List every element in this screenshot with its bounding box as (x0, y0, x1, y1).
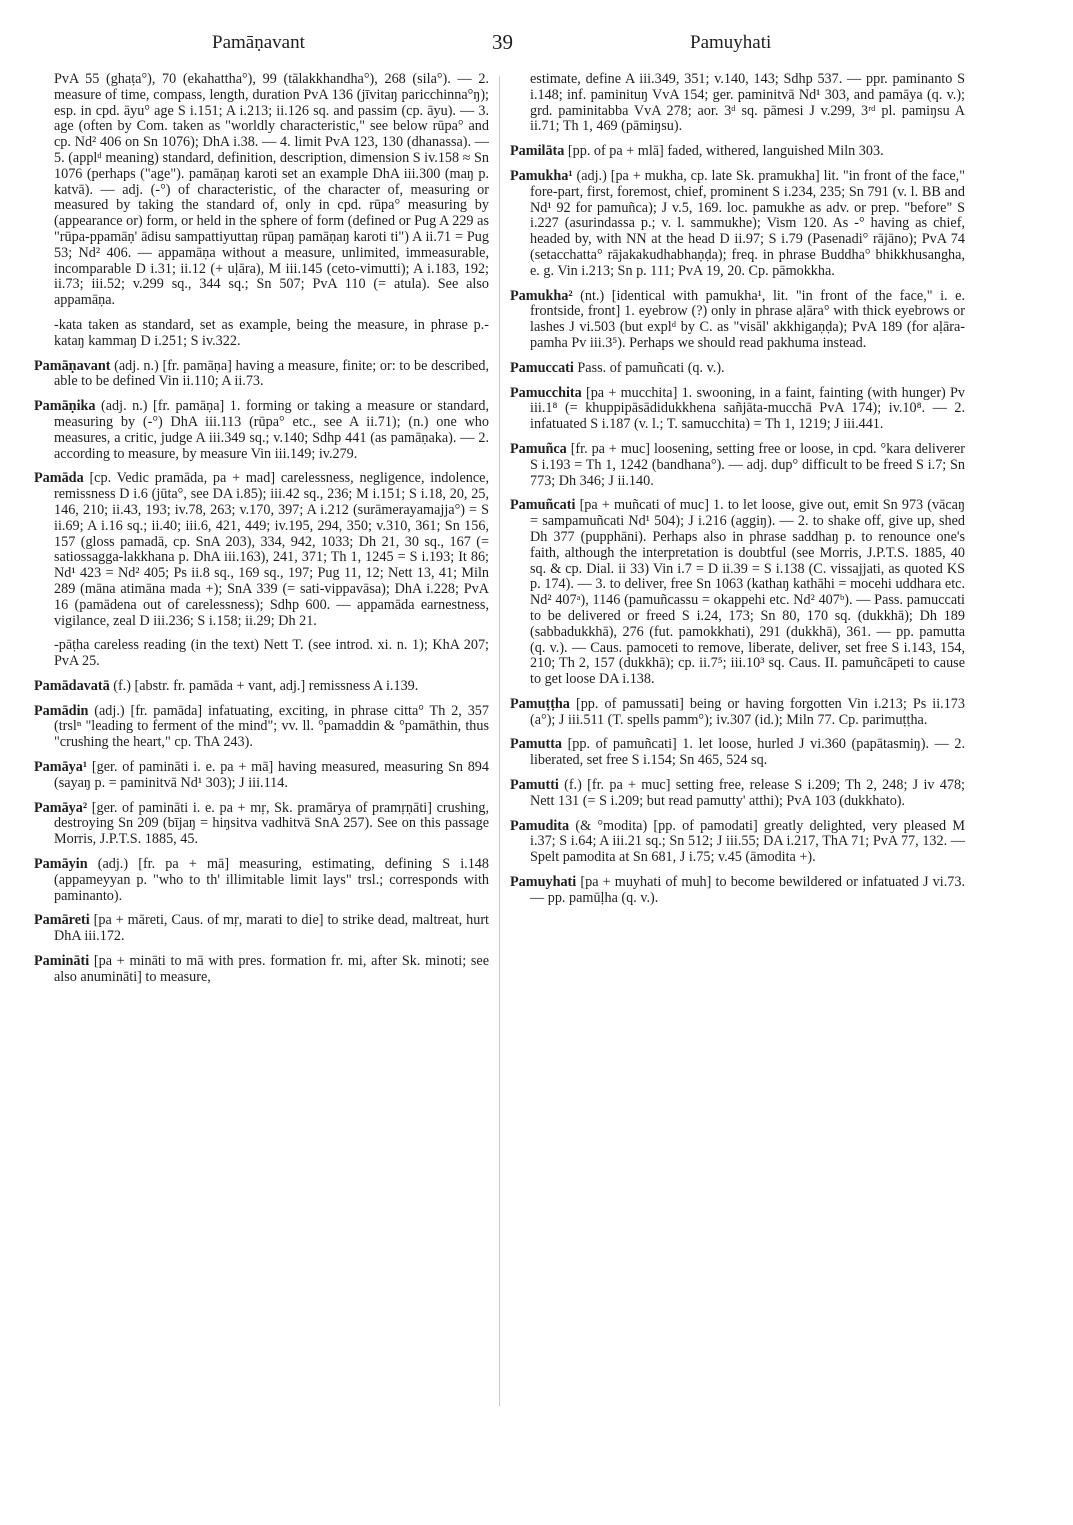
definition-text: (adj. n.) [fr. pamāṇa] 1. forming or taking a measure or standard, measuring by (-°) DhA iii.113 (rūpa° etc., see A ii.71); (n.) one who measures, a critic, judge A iii.349 sq.; v.140; Sdhp 441 (as pamāṇaka). — 2. according to measure, by measure Vin iii.149; iv.279. (54, 398, 489, 462)
headword: Pamukha² (510, 287, 573, 304)
dictionary-entry (510, 442, 965, 489)
dictionary-entry (34, 679, 489, 695)
definition-text: [pp. of pamuñcati] 1. let loose, hurled J vi.360 (papātasmiŋ). — 2. liberated, set free S i.154; Sn 465, 524 sq. (530, 736, 965, 769)
dictionary-entry (510, 875, 965, 907)
headword: Pamādavatā (34, 677, 110, 694)
headword: Pamutta (510, 736, 563, 753)
headword: Pamukha¹ (510, 167, 573, 184)
dictionary-entry (510, 697, 965, 729)
dictionary-entry (510, 289, 965, 352)
headword: Pamināti (34, 953, 90, 970)
headword: Pamuccati (510, 359, 574, 376)
definition-text: [pa + muyhati of muh] to become bewildered or infatuated J vi.73. — pp. pamūḷha (q. v.). (530, 874, 965, 906)
left-column (34, 72, 489, 995)
headword: Pamāda (34, 470, 84, 487)
dictionary-entry (510, 778, 965, 810)
header-left-guideword: Pamāṇavant (212, 32, 305, 53)
dictionary-entry (34, 857, 489, 904)
dictionary-entry (34, 399, 489, 462)
dictionary-entry (510, 737, 965, 769)
definition-text: PvA 55 (ghaṭa°), 70 (ekahattha°), 99 (tālakkhandha°), 268 (sila°). — 2. measure of time, compass, length, duration PvA 136 (jīvitaŋ paricchinna°ŋ); esp. in cpd. āyu° age S i.151; A i.213; ii.126 sq. and passim (cp. āyu). — 3. age (often by Com. taken as "worldly characteristic," see below rūpa° and cp. Nd² 406 on Sn 1076); DhA i.38. — 4. limit PvA 123, 130 (dhanassa). — 5. (applᵈ meaning) standard, definition, description, dimension S iv.158 ≈ Sn 1076 (perhaps ("age"). pamāṇaŋ karoti set an example DhA iii.300 (maŋ p. katvā). — adj. (-°) of characteristic, of the character of, measuring or measured by taking the standard of, only in cpd. rūpa° measuring by (appearance or) form, or held in the sphere of form (defined or Pug A 229 as "rūpa-ppamāṇ' ādisu sampattiyuttaŋ rūpaŋ pamāṇaŋ karoti ti") A ii.71 = Pug 53; Nd² 406. — appamāṇa without a measure, unlimited, immeasurable, incomparable D i.31; ii.12 (+ uḷāra), M iii.145 (ceto-vimutti); A i.183, 192; ii.73; iii.52; v.299 sq., 344 sq.; Sn 507; PvA 110 (= atula). See also appamāṇa. (54, 71, 489, 309)
definition-text: [pp. of pamussati] being or having forgotten Vin i.213; Ps ii.173 (a°); J iii.511 (T. spells pamm°); iv.307 (id.); Miln 77. Cp. parimuṭṭha. (530, 695, 965, 728)
right-column (510, 72, 965, 916)
headword: Pamāya¹ (34, 759, 88, 776)
page-number: 39 (492, 30, 513, 54)
definition-text: -kata taken as standard, set as example, being the measure, in phrase p.-kataŋ kammaŋ D i.251; S iv.322. (54, 316, 489, 349)
dictionary-entry (510, 386, 965, 433)
definition-text: (adj.) [fr. pa + mā] measuring, estimating, defining S i.148 (appameyyan p. "who to th' illimitable limit lays" trsl.; corresponds with paminanto). (54, 856, 489, 904)
header-right-guideword: Pamuyhati (690, 32, 772, 53)
headword: Pamuṭṭha (510, 695, 570, 712)
headword: Pamāṇika (34, 398, 96, 415)
definition-text: (adj.) [fr. pamāda] infatuating, exciting, in phrase citta° Th 2, 357 (trslⁿ "leading to ferment of the mind"; vv. ll. °pamaddin & °pamāthin, thus "crushing the heart," cp. ThA 243). (54, 702, 489, 751)
definition-text: [pa + mināti to mā with pres. formation fr. mi, after Sk. minoti; see also anumināti] to measure, (54, 953, 489, 985)
definition-text: [pa + mucchita] 1. swooning, in a faint, fainting (with hunger) Pv iii.1⁸ (= khuppipāsādidukkhena sañjāta-mucchā PvA 174); iv.10⁸. — 2. infatuated S i.187 (v. l.; T. samucchita) = Th 1, 1219; J iii.441. (530, 384, 965, 433)
headword: Pamāreti (34, 912, 90, 929)
headword: Pamuyhati (510, 874, 577, 891)
definition-text: Pass. of pamuñcati (q. v.). (573, 359, 725, 376)
dictionary-entry (510, 144, 965, 160)
dictionary-entry (34, 954, 489, 986)
headword: Pamudita (510, 817, 570, 834)
entry-continuation (34, 638, 489, 670)
headword: Pamutti (510, 777, 559, 794)
definition-text: [ger. of pamināti i. e. pa + mā] having measured, measuring Sn 894 (sayaŋ p. = paminitvā Nd¹ 303); J iii.114. (54, 759, 489, 791)
headword: Pamādin (34, 702, 89, 719)
definition-text: (& °modita) [pp. of pamodati] greatly delighted, very pleased M i.37; S i.64; A iii.21 sq.; Sn 512; J iii.55; DA i.217, ThA 71; PvA 77, 132. — Spelt pamodita at Sn 681, J i.75; v.45 (āmodita +). (530, 817, 965, 866)
dictionary-entry (510, 361, 965, 377)
definition-text: [ger. of pamināti i. e. pa + mṛ, Sk. pramārya of pramṛṇāti] crushing, destroying Sn 209 (bījaŋ = hiŋsitva vadhitvā SnA 257). See on this passage Morris, J.P.T.S. 1885, 45. (54, 799, 489, 848)
dictionary-entry (34, 471, 489, 629)
dictionary-entry (34, 801, 489, 848)
entry-continuation (34, 72, 489, 309)
dictionary-entry (510, 498, 965, 688)
entry-continuation (510, 72, 965, 135)
definition-text: (f.) [abstr. fr. pamāda + vant, adj.] remissness A i.139. (109, 677, 419, 694)
headword: Pamilāta (510, 143, 565, 160)
headword: Pamāyin (34, 856, 88, 873)
dictionary-entry (510, 169, 965, 280)
dictionary-entry (34, 760, 489, 792)
definition-text: (f.) [fr. pa + muc] setting free, release S i.209; Th 2, 248; J iv 478; Nett 131 (= S i.209; but read pamutty' atthi); PvA 103 (dukkhato). (530, 777, 965, 809)
definition-text: [pa + māreti, Caus. of mṛ, marati to die] to strike dead, maltreat, hurt DhA iii.172. (54, 912, 489, 945)
dictionary-entry (34, 704, 489, 751)
dictionary-entry (510, 819, 965, 866)
definition-text: [cp. Vedic pramāda, pa + mad] carelessness, negligence, indolence, remissness D i.6 (jūta°, see DA i.85); iii.42 sq., 236; M i.151; S i.18, 20, 25, 146, 210; ii.43, 193; iv.78, 263; v.170, 397; A i.212 (surāmerayamajja°) = S ii.69; A i.16 sq.; ii.40; iii.6, 421, 449; iv.195, 294, 350; v.310, 361; Sn 156, 157 (gloss pamadā, cp. SnA 203), 334, 942, 1033; Dh 21, 30 sq., 167 (= satiossagga-lakkhana p. DhA iii.163), 241, 371; Th 1, 1245 = S i.193; It 86; Nd¹ 423 = Nd² 405; Ps ii.8 sq., 169 sq., 197; Pug 11, 12; Nett 13, 41; Miln 289 (māna atimāna mada +); SnA 339 (= sati-vippavāsa); DhA i.228; PvA 16 (pamādena out of carelessness); Sdhp 600. — appamāda earnestness, vigilance, zeal D iii.236; S i.158; ii.29; Dh 21. (54, 470, 489, 629)
definition-text: estimate, define A iii.349, 351; v.140, 143; Sdhp 537. — ppr. paminanto S i.148; inf. paminituŋ VvA 154; ger. paminitvā Nd¹ 303, and pamāya (q. v.); grd. paminitabba VvA 278; aor. 3ᵈ sq. pāmesi J v.299, 3ʳᵈ pl. pamiŋsu A ii.71; Th 1, 469 (pāmiŋsu). (530, 71, 965, 135)
definition-text: -pāṭha careless reading (in the text) Nett T. (see introd. xi. n. 1); KhA 207; PvA 25. (54, 637, 489, 670)
headword: Pamucchita (510, 384, 582, 401)
definition-text: [pp. of pa + mlā] faded, withered, languished Miln 303. (564, 143, 884, 160)
definition-text: [fr. pa + muc] loosening, setting free or loose, in cpd. °kara deliverer S i.193 = Th 1, 1242 (bandhana°). — adj. dup° difficult to be freed S i.7; Sn 773; Dh 346; J ii.140. (530, 440, 965, 489)
headword: Pamāṇavant (34, 357, 111, 374)
definition-text: (adj.) [pa + mukha, cp. late Sk. pramukha] lit. "in front of the face," fore-part, first, foremost, chief, prominent S i.234, 235; Sn 791 (v. l. BB and Nd¹ 92 for pamuñca); J v.5, 169. loc. pamukhe as adv. or prep. "before" S i.227 (asurindassa p.; v. l. sammukhe); Vism 120. As -° having as chief, headed by, with NN at the head D ii.97; S i.79 (Pasenadi° rājāno); PvA 74 (setacchatta° rājakakudhabhaṇḍa); freq. in phrase Buddha° bhikkhusangha, e. g. Vin i.213; Sn p. 111; PvA 19, 20. Cp. pāmokkha. (530, 167, 965, 279)
page-header (0, 26, 1073, 60)
headword: Pamuñca (510, 440, 567, 457)
definition-text: [pa + muñcati of muc] 1. to let loose, give out, emit Sn 973 (vācaŋ = sampamuñcati Nd¹ 504); J i.216 (aggiŋ). — 2. to shake off, give up, shed Dh 377 (pupphāni). Perhaps also in phrase saddhaŋ p. to renounce one's faith, although the interpretation is doubtful (see Morris, J.P.T.S. 1885, 40 sq. & cp. Dial. ii 33) Vin i.7 = D ii.39 = S i.138 (C. vissajjati, as quoted KS p. 174). — 3. to deliver, free Sn 1063 (kathaŋ kathāhi = mocehi uddhara etc. Nd² 407ᵃ), 1146 (pamuñcassu = okappehi etc. Nd² 407ᵇ). — Pass. pamuccati to be delivered or freed S i.24, 173; Sn 80, 170 sq. (dukkhā); Dh 189 (sabbadukkhā), 276 (fut. pamokkhati), 291 (dukkhā), 361. — pp. pamutta (q. v.). — Caus. pamoceti to remove, liberate, deliver, set free S i.143, 154, 210; Th 2, 157 (dukkhā); cp. ii.7⁵; iii.10³ sq. Caus. II. pamuñcāpeti to cause to get loose DA i.138. (530, 497, 965, 688)
headword: Pamāya² (34, 799, 88, 816)
definition-text: (adj. n.) [fr. pamāṇa] having a measure, finite; or: to be described, able to be defined Vin ii.110; A ii.73. (54, 357, 489, 390)
headword: Pamuñcati (510, 497, 576, 514)
definition-text: (nt.) [identical with pamukha¹, lit. "in front of the face," i. e. frontside, front] 1. eyebrow (?) only in phrase aḷāra° with thick eyebrows or lashes J vi.503 (but explᵈ by C. as "visāl' akkhigaṇḍa); PvA 189 (for aḷāra-pamha Pv iii.3⁵). Perhaps we should read pakhuma instead. (530, 287, 965, 351)
dictionary-entry (34, 359, 489, 391)
dictionary-entry (34, 913, 489, 945)
entry-continuation (34, 318, 489, 350)
column-divider (499, 76, 500, 1406)
